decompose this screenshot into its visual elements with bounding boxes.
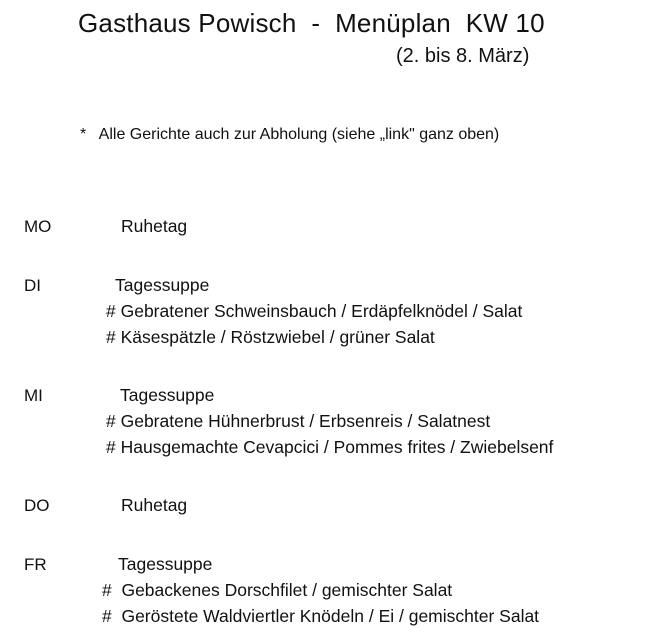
day-label-di: DI	[24, 276, 41, 295]
date-range: (2. bis 8. März)	[396, 45, 530, 67]
menu-line: # Gebratene Hühnerbrust / Erbsenreis / Salatnest	[106, 411, 491, 431]
menu-line: Ruhetag	[121, 495, 188, 515]
menu-line: # Gebratener Schweinsbauch / Erdäpfelknödel / Salat	[106, 301, 523, 321]
page-title: Gasthaus Powisch - Menüplan KW 10	[78, 8, 545, 38]
day-label-mo: MO	[24, 217, 52, 236]
menu-line: # Käsespätzle / Röstzwiebel / grüner Salat	[106, 327, 435, 347]
menu-line: Tagessuppe	[120, 385, 215, 405]
takeaway-note: * Alle Gerichte auch zur Abholung (siehe „link" ganz oben)	[80, 126, 500, 143]
menu-line: Tagessuppe	[115, 275, 210, 295]
menu-line: # Gebackenes Dorschfilet / gemischter Salat	[102, 580, 453, 600]
menu-line: # Hausgemachte Cevapcici / Pommes frites / Zwiebelsenf	[106, 437, 554, 457]
menu-line: Tagessuppe	[118, 554, 213, 574]
day-label-fr: FR	[24, 555, 47, 574]
day-label-do: DO	[24, 496, 50, 515]
menu-line: Ruhetag	[121, 216, 188, 236]
day-label-mi: MI	[24, 386, 43, 405]
menu-line: # Geröstete Waldviertler Knödeln / Ei / gemischter Salat	[102, 606, 540, 626]
